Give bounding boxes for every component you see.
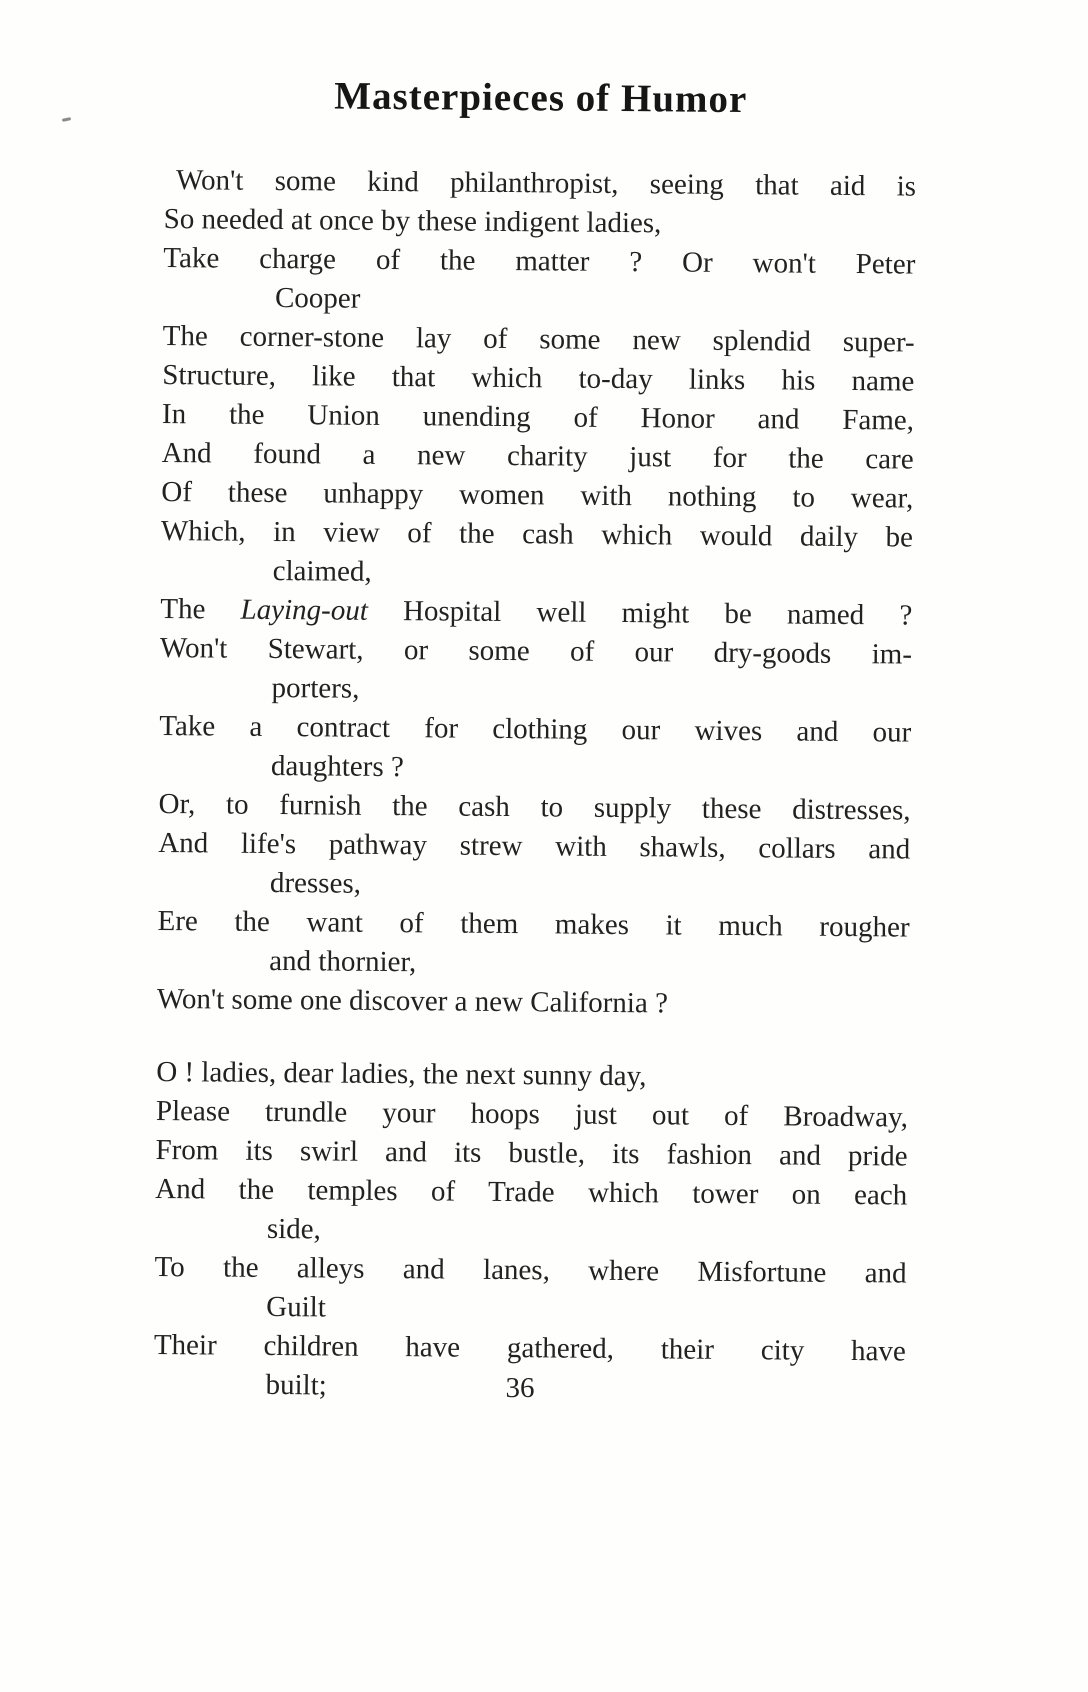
poem-line: So needed at once by these indigent ladies, [163, 202, 662, 240]
poem-line: Please trundle your hoops just out of Broadway, [155, 1094, 909, 1134]
poem-line: O ! ladies, dear ladies, the next sunny day, [156, 1055, 647, 1093]
poem-line: and thornier, [269, 944, 417, 979]
poem-line: The corner-stone lay of some new splendid super- [162, 319, 915, 359]
poem-line: In the Union unending of Honor and Fame, [161, 397, 915, 437]
poem-line [160, 590, 912, 636]
stanza-2 [153, 1053, 908, 1411]
poem-line-segment: Hospital well might be named ? [367, 594, 913, 632]
poem-line: Which, in view of the cash which would daily be [160, 514, 914, 554]
poem-line: Take charge of the matter ? Or won't Peter [163, 241, 916, 281]
poem-line: Won't Stewart, or some of our dry-goods im- [159, 631, 913, 671]
poem-line: porters, [271, 671, 360, 705]
poem-line: And the temples of Trade which tower on each [155, 1172, 908, 1212]
poem-line: Or, to furnish the cash to supply these distresses, [158, 787, 911, 827]
poem-line: built; [265, 1368, 327, 1402]
poem-line: Won't some one discover a new California ? [156, 982, 669, 1020]
poem-line-italic-segment: Laying-out [240, 593, 368, 627]
poem-line: Take a contract for clothing our wives and our [159, 709, 912, 749]
poem-line: Structure, like that which to-day links his name [162, 358, 915, 398]
poem-line: dresses, [269, 866, 362, 900]
poem-line: And life's pathway strew with shawls, collars and [158, 826, 911, 866]
poem-line: Ere the want of them makes it much rougher [157, 904, 910, 944]
poem-line: To the alleys and lanes, where Misfortune and [154, 1250, 907, 1290]
poem-text [153, 161, 916, 1411]
scan-artifact [62, 117, 71, 122]
page-content [153, 72, 917, 1411]
stanza-1 [157, 161, 916, 1026]
poem-line: Of these unhappy women with nothing to wear, [161, 475, 914, 515]
poem-line: daughters ? [270, 749, 404, 784]
poem-line-segment: The [160, 592, 241, 626]
poem-line: Won't some kind philanthropist, seeing that aid is [175, 164, 917, 203]
poem-line: From its swirl and its bustle, its fashion and pride [155, 1133, 908, 1173]
poem-line: Cooper [274, 281, 361, 315]
page-title: Masterpieces of Humor [334, 74, 748, 122]
poem-line: Guilt [266, 1290, 326, 1324]
page-number: 36 [505, 1372, 535, 1404]
poem-line: Their children have gathered, their city have [153, 1328, 907, 1368]
poem-line: claimed, [272, 554, 372, 588]
poem-line: side, [266, 1212, 322, 1246]
poem-line: And found a new charity just for the care [161, 436, 914, 476]
